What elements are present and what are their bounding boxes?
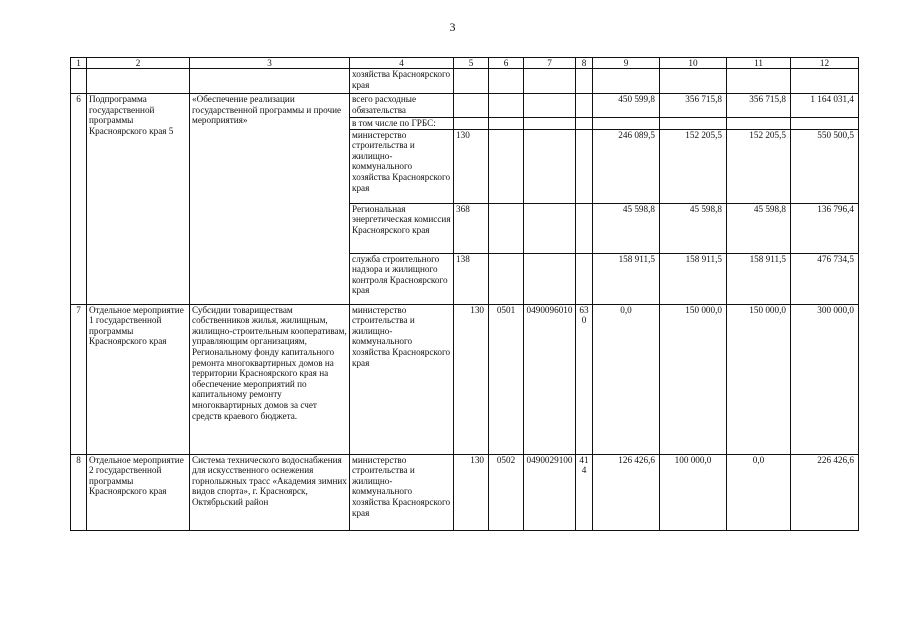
value-cell: 246 089,5 bbox=[593, 129, 660, 203]
value-cell: 138 bbox=[454, 253, 489, 304]
value-cell: 130 bbox=[454, 129, 489, 203]
table-row bbox=[71, 304, 859, 454]
col-header: 2 bbox=[87, 58, 190, 69]
col-header: 8 bbox=[576, 58, 593, 69]
program-description: «Обеспечение реализации государственной программы и прочие мероприятия» bbox=[190, 94, 350, 305]
grbs-cell: министерство строительства и жилищно-коммунального хозяйства Красноярского края bbox=[350, 129, 454, 203]
col-header: 3 bbox=[190, 58, 350, 69]
grbs-cell: служба строительного надзора и жилищного контроля Красноярского края bbox=[350, 253, 454, 304]
value-cell: 450 599,8 bbox=[593, 94, 660, 118]
value-cell: 0,0 bbox=[593, 304, 660, 454]
table-row bbox=[71, 69, 859, 94]
value-cell: 136 796,4 bbox=[791, 203, 859, 253]
row-number: 7 bbox=[71, 304, 87, 454]
value-cell: 152 205,5 bbox=[727, 129, 791, 203]
col-header: 1 bbox=[71, 58, 87, 69]
grbs-cell: министерство строительства и жилищно-коммунального хозяйства Красноярского края bbox=[350, 304, 454, 454]
value-cell: 45 598,8 bbox=[660, 203, 727, 253]
grbs-cell: министерство строительства и жилищно-коммунального хозяйства Красноярского края bbox=[350, 454, 454, 530]
value-cell: 130 bbox=[454, 304, 489, 454]
value-cell: 0490029100 bbox=[524, 454, 576, 530]
value-cell: 550 500,5 bbox=[791, 129, 859, 203]
row-number: 8 bbox=[71, 454, 87, 530]
value-cell: 414 bbox=[576, 454, 593, 530]
value-cell: 45 598,8 bbox=[593, 203, 660, 253]
grbs-cell: Региональная энергетическая комиссия Красноярского края bbox=[350, 203, 454, 253]
value-cell: 100 000,0 bbox=[660, 454, 727, 530]
col-header: 7 bbox=[524, 58, 576, 69]
value-cell: 126 426,6 bbox=[593, 454, 660, 530]
col-header: 10 bbox=[660, 58, 727, 69]
row-number: 6 bbox=[71, 94, 87, 305]
value-cell: 158 911,5 bbox=[727, 253, 791, 304]
value-cell: 476 734,5 bbox=[791, 253, 859, 304]
value-cell: 158 911,5 bbox=[593, 253, 660, 304]
value-cell: 300 000,0 bbox=[791, 304, 859, 454]
program-name: Подпрограмма государственной программы Красноярского края 5 bbox=[87, 94, 190, 305]
budget-table bbox=[70, 57, 859, 531]
program-name: Отдельное мероприятие 2 государственной программы Красноярского края bbox=[87, 454, 190, 530]
value-cell: 152 205,5 bbox=[660, 129, 727, 203]
value-cell: 130 bbox=[454, 454, 489, 530]
value-cell: 150 000,0 bbox=[660, 304, 727, 454]
page-number: 3 bbox=[449, 20, 456, 34]
col-header: 5 bbox=[454, 58, 489, 69]
value-cell: 0502 bbox=[489, 454, 524, 530]
value-cell: 1 164 031,4 bbox=[791, 94, 859, 118]
program-description: Субсидии товариществам собственников жилья, жилищным, жилищно-строительным кооперативам, управляющим организациям, Региональному фонду капитального ремонта многоквартирных домов на территории Красноярского края на обеспечение мероприятий по капитальному ремонту многоквартирных домов за счет средств краевого бюджета. bbox=[190, 304, 350, 454]
value-cell: 150 000,0 bbox=[727, 304, 791, 454]
grbs-cell: в том числе по ГРБС: bbox=[350, 118, 454, 130]
value-cell: 45 598,8 bbox=[727, 203, 791, 253]
program-name: Отдельное мероприятие 1 государственной программы Красноярского края bbox=[87, 304, 190, 454]
value-cell: 0,0 bbox=[727, 454, 791, 530]
value-cell: 0501 bbox=[489, 304, 524, 454]
col-header: 12 bbox=[791, 58, 859, 69]
grbs-cell: всего расходные обязательства bbox=[350, 94, 454, 118]
table-row bbox=[71, 94, 859, 118]
col-header: 9 bbox=[593, 58, 660, 69]
header-row bbox=[71, 58, 859, 69]
col-header: 4 bbox=[350, 58, 454, 69]
table-row bbox=[71, 454, 859, 530]
col-header: 11 bbox=[727, 58, 791, 69]
value-cell: 630 bbox=[576, 304, 593, 454]
program-description: Система технического водоснабжения для искусственного оснежения горнолыжных трасс «Академия зимних видов спорта», г. Красноярск, Октябрьский район bbox=[190, 454, 350, 530]
value-cell: 226 426,6 bbox=[791, 454, 859, 530]
grbs-cell: хозяйства Красноярского края bbox=[350, 69, 454, 94]
col-header: 6 bbox=[489, 58, 524, 69]
value-cell: 368 bbox=[454, 203, 489, 253]
value-cell: 356 715,8 bbox=[660, 94, 727, 118]
value-cell: 158 911,5 bbox=[660, 253, 727, 304]
value-cell: 356 715,8 bbox=[727, 94, 791, 118]
value-cell: 0490096010 bbox=[524, 304, 576, 454]
